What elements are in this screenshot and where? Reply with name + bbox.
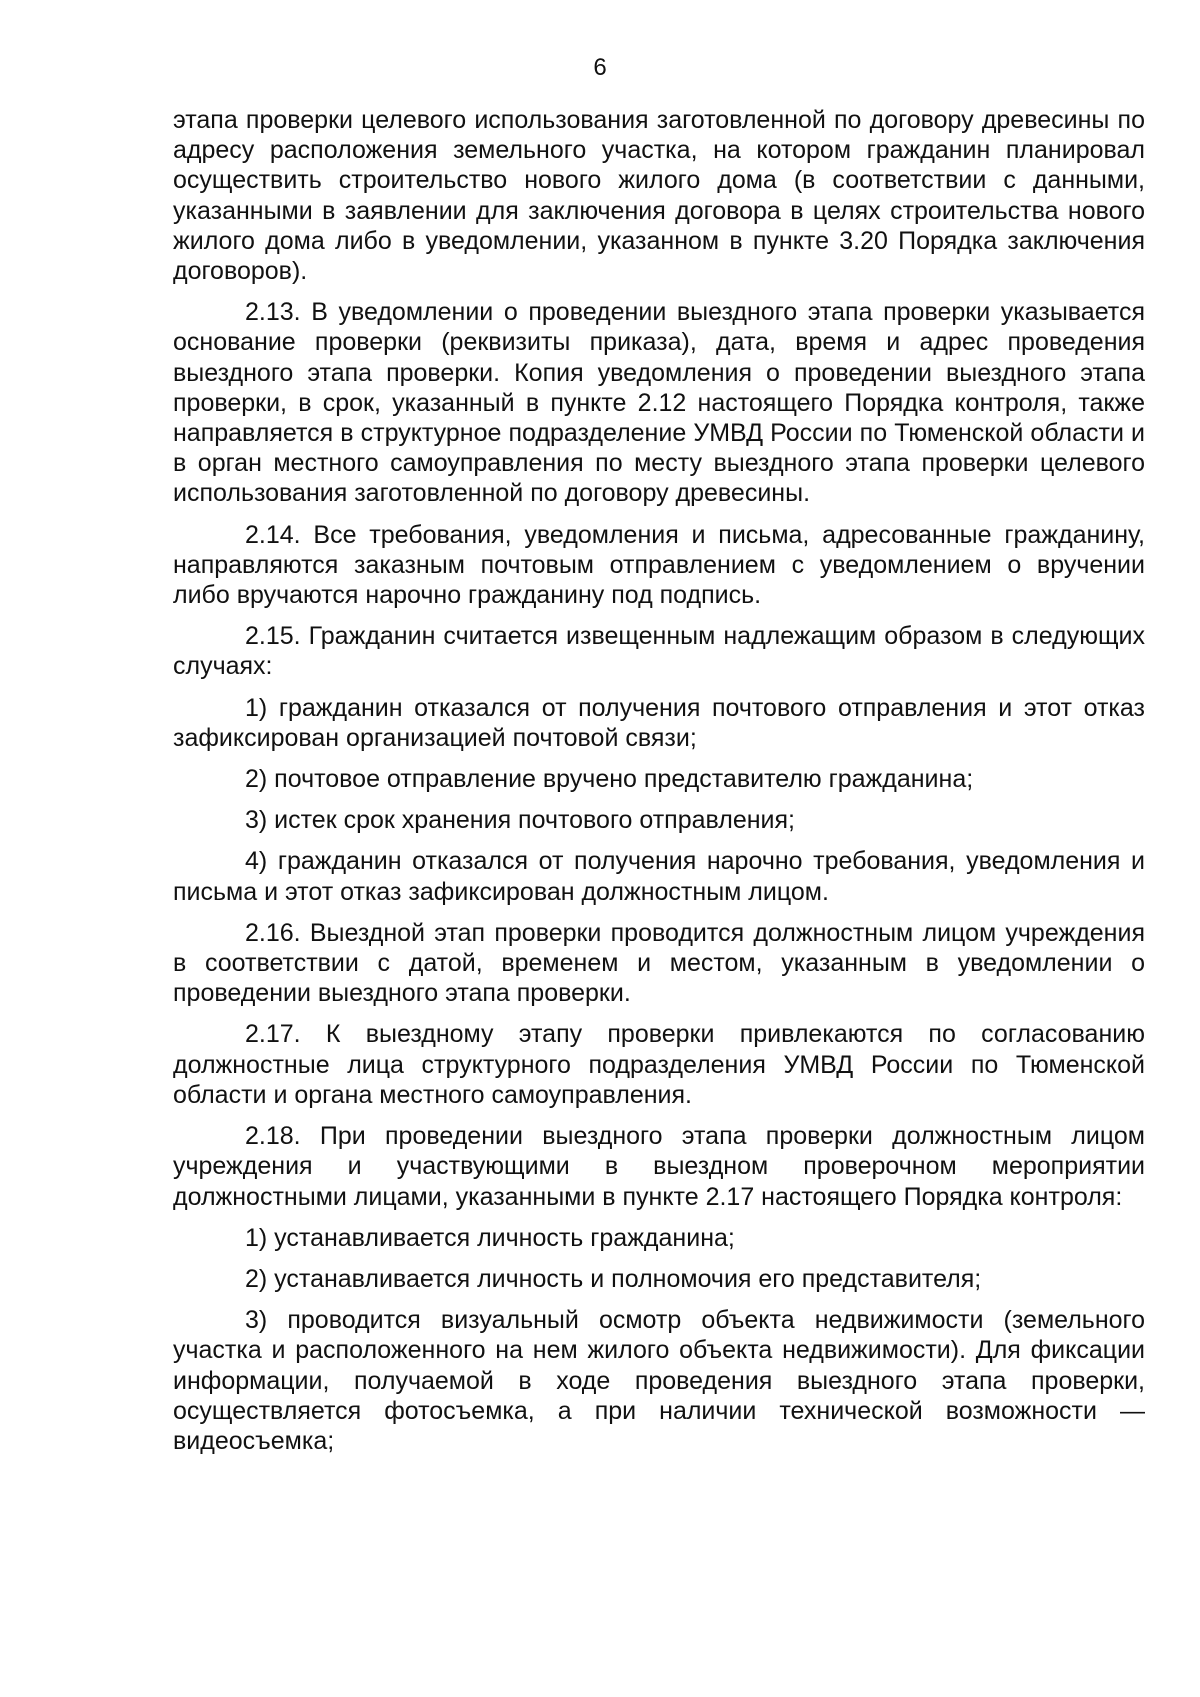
list-item-2-15-1: 1) гражданин отказался от получения почтового отправления и этот отказ зафиксирован организацией почтовой связи;	[173, 693, 1145, 752]
list-item-2-15-3: 3) истек срок хранения почтового отправления;	[245, 806, 795, 835]
paragraph-2-15: 2.15. Гражданин считается извещенным надлежащим образом в следующих случаях:	[173, 622, 1145, 681]
paragraph-2-16: 2.16. Выездной этап проверки проводится должностным лицом учреждения в соответствии с датой, временем и местом, указанным в уведомлении о проведении выездного этапа проверки.	[173, 918, 1145, 1008]
list-item-2-15-4: 4) гражданин отказался от получения нарочно требования, уведомления и письма и этот отказ зафиксирован должностным лицом.	[173, 847, 1145, 906]
paragraph-2-18: 2.18. При проведении выездного этапа проверки должностным лицом учреждения и участвующими в выездном проверочном мероприятии должностными лицами, указанными в пункте 2.17 настоящего Порядка контроля:	[173, 1122, 1145, 1211]
paragraph-2-13: 2.13. В уведомлении о проведении выездного этапа проверки указывается основание проверки (реквизиты приказа), дата, время и адрес проведения выездного этапа проверки. Копия уведомления о проведении выездного этапа проверки, в срок, указанный в пункте 2.12 настоящего Порядка контроля, также направляется в структурное подразделение УМВД России по Тюменской области и в орган местного самоуправления по месту выездного этапа проверки целевого использования заготовленной по договору древесины.	[173, 298, 1145, 508]
list-item-2-18-1: 1) устанавливается личность гражданина;	[245, 1223, 735, 1252]
list-item-2-18-2: 2) устанавливается личность и полномочия его представителя;	[245, 1264, 982, 1293]
document-body	[173, 105, 1145, 1467]
paragraph-2-14: 2.14. Все требования, уведомления и письма, адресованные гражданину, направляются заказным почтовым отправлением с уведомлением о вручении либо вручаются нарочно гражданину под подпись.	[173, 520, 1145, 610]
paragraph-2-17: 2.17. К выездному этапу проверки привлекаются по согласованию должностные лица структурного подразделения УМВД России по Тюменской области и органа местного самоуправления.	[173, 1020, 1145, 1109]
list-item-2-15-2: 2) почтовое отправление вручено представителю гражданина;	[245, 765, 974, 794]
page-number: 6	[593, 54, 607, 81]
list-item-2-18-3: 3) проводится визуальный осмотр объекта недвижимости (земельного участка и расположенного на нем жилого объекта недвижимости). Для фиксации информации, получаемой в ходе проведения выездного этапа проверки, осуществляется фотосъемка, а при наличии технической возможности — видеосъемка;	[173, 1306, 1145, 1455]
paragraph-continuation: этапа проверки целевого использования заготовленной по договору древесины по адресу расположения земельного участка, на котором гражданин планировал осуществить строительство нового жилого дома (в соответствии с данными, указанными в заявлении для заключения договора в целях строительства нового жилого дома либо в уведомлении, указанном в пункте 3.20 Порядка заключения договоров).	[173, 106, 1145, 286]
